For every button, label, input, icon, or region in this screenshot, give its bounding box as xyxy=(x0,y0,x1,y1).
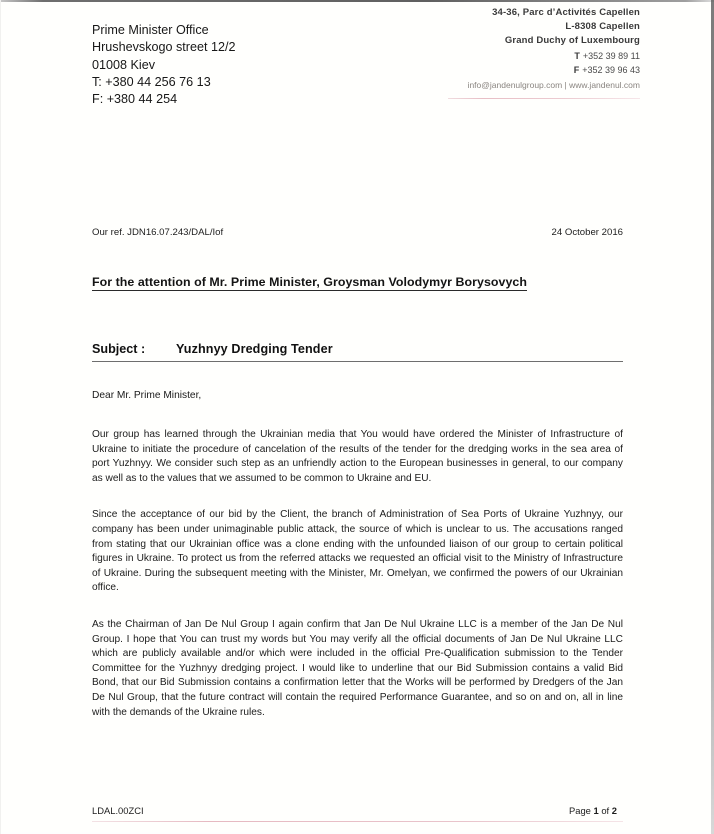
scan-edge-left xyxy=(0,0,1,834)
phone-number: +352 39 89 11 xyxy=(582,50,640,61)
page-footer xyxy=(92,805,623,822)
subject-row xyxy=(92,340,623,362)
letterhead-email-website: info@jandenulgroup.com | www.jandenul.com xyxy=(467,80,640,91)
subject-label: Subject : xyxy=(92,342,146,356)
salutation: Dear Mr. Prime Minister, xyxy=(92,390,202,401)
letterhead xyxy=(400,6,640,99)
page-number xyxy=(569,805,623,816)
subject-value: Yuzhnyy Dredging Tender xyxy=(176,342,333,356)
recipient-line-2: Hrushevskogo street 12/2 xyxy=(92,40,236,55)
attention-line: For the attention of Mr. Prime Minister, Groysman Volodymyr Borysovych xyxy=(92,275,527,289)
footer-row xyxy=(92,805,623,816)
body-paragraph-2: Since the acceptance of our bid by the Client, the branch of Administration of Sea Ports of Ukraine Yuzhnyy, our company has been under unimaginable public attack, the source of which is unclear to us. The accusations ranged from stating that our Ukrainian office was a clone ending with the unfounded liaison of our group to certain political figures in Ukraine. To protect us from the referred attacks we requested an official visit to the Ministry of Infrastructure of Ukraine. During the subsequent meeting with the Minister, Mr. Omelyan, we confirmed the powers of our Ukrainian office. xyxy=(92,509,623,594)
letterhead-accent-rule xyxy=(448,98,640,99)
phone-label: T xyxy=(574,50,580,61)
body-paragraph-3: As the Chairman of Jan De Nul Group I again confirm that Jan De Nul Ukraine LLC is a member of the Jan De Nul Group. I hope that You can trust my words but You may verify all the official documents of Jan De Nul Ukraine LLC which are publicly available and/or which were included in the official Pre-Qualification submission to the Tender Committee for the Yuzhnyy dredging project. I would like to underline that our Bid Submission contains a valid Bid Bond, that our Bid Submission contains a confirmation letter that the Works will be performed by Dredgers of the Jan De Nul Group, that the future contract will contain the required Performance Guarantee, and so on and on, all in line with the demands of the Ukraine rules. xyxy=(92,618,623,718)
fax-label: F xyxy=(573,64,580,75)
letter-date: 24 October 2016 xyxy=(551,227,623,238)
body-paragraph-1: Our group has learned through the Ukrainian media that You would have ordered the Minister of Infrastructure of Ukraine to initiate the procedure of cancelation of the results of the tender for the dredging works in the sea area of port Yuzhnyy. We consider such step as an unfriendly action to the European businesses in general, to our company as well as to the values that we assumed to be common to Ukraine and EU. xyxy=(92,429,623,484)
reference-row xyxy=(92,227,623,238)
recipient-address-block xyxy=(92,22,422,108)
our-reference: Our ref. JDN16.07.243/DAL/Iof xyxy=(92,227,224,238)
letterhead-fax-row xyxy=(400,63,640,77)
footer-document-code: LDAL.00ZCI xyxy=(92,805,144,816)
fax-number: +352 39 96 43 xyxy=(582,64,640,75)
page-total: 2 xyxy=(611,805,617,816)
letterhead-phone-row xyxy=(400,49,640,63)
recipient-phone: T: +380 44 256 76 13 xyxy=(92,74,211,89)
letter-body xyxy=(92,428,623,720)
recipient-line-3: 01008 Kiev xyxy=(92,57,156,72)
letterhead-address-line-1: 34-36, Parc d’Activités Capellen xyxy=(492,7,640,18)
recipient-line-1: Prime Minister Office xyxy=(92,23,209,37)
page-current: 1 xyxy=(593,805,599,816)
footer-accent-rule xyxy=(92,821,623,822)
scan-edge-top xyxy=(0,0,714,2)
page-prefix: Page xyxy=(569,805,591,816)
letterhead-address-line-3: Grand Duchy of Luxembourg xyxy=(504,35,640,47)
recipient-fax: F: +380 44 254 xyxy=(92,92,178,107)
letterhead-address-line-2: L-8308 Capellen xyxy=(565,21,640,33)
page-of: of xyxy=(601,805,610,816)
